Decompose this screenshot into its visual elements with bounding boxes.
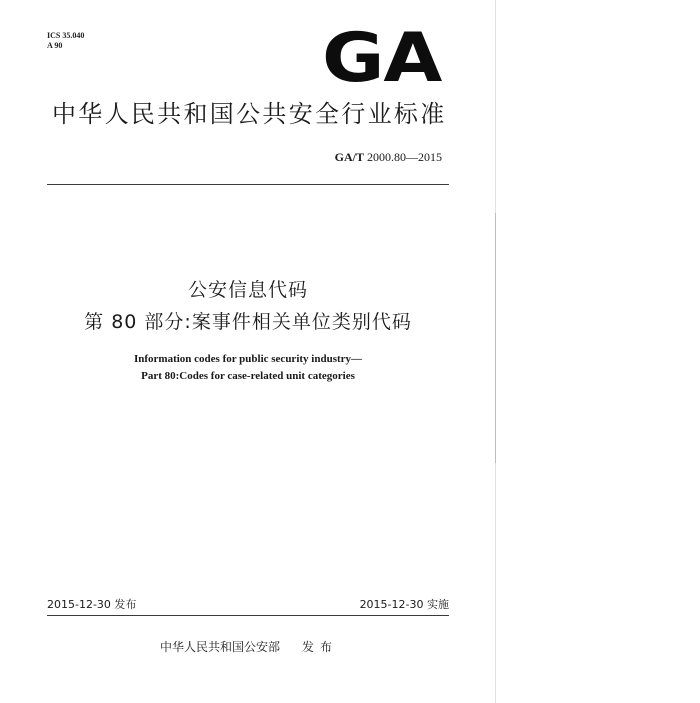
implementation-date: 2015-12-30 实施 <box>359 598 449 611</box>
publisher-name: 中华人民共和国公安部 <box>160 640 281 654</box>
standard-code <box>335 150 442 164</box>
ccs-code: A 90 <box>47 41 63 50</box>
english-title-line1: Information codes for public security industry— <box>133 353 363 365</box>
classification-codes <box>47 31 84 51</box>
footer-divider <box>47 615 449 616</box>
english-title-line2: Part 80:Codes for case-related unit categories <box>141 370 355 382</box>
issue-date: 2015-12-30 发布 <box>47 598 137 611</box>
standard-code-prefix: GA/T <box>334 150 364 164</box>
publisher-action: 发布 <box>302 640 339 654</box>
ga-logo: GA <box>322 19 442 98</box>
publisher <box>160 640 338 654</box>
standard-code-number: 2000.80—2015 <box>367 150 442 164</box>
page-edge-shadow <box>495 213 496 463</box>
document-title-line1: 公安信息代码 <box>187 279 308 301</box>
ics-code: ICS 35.040 <box>47 31 85 40</box>
header-divider <box>47 184 449 185</box>
document-title-line2: 第 80 部分:案事件相关单位类别代码 <box>84 311 412 333</box>
standard-title: 中华人民共和国公共安全行业标准 <box>52 100 447 128</box>
